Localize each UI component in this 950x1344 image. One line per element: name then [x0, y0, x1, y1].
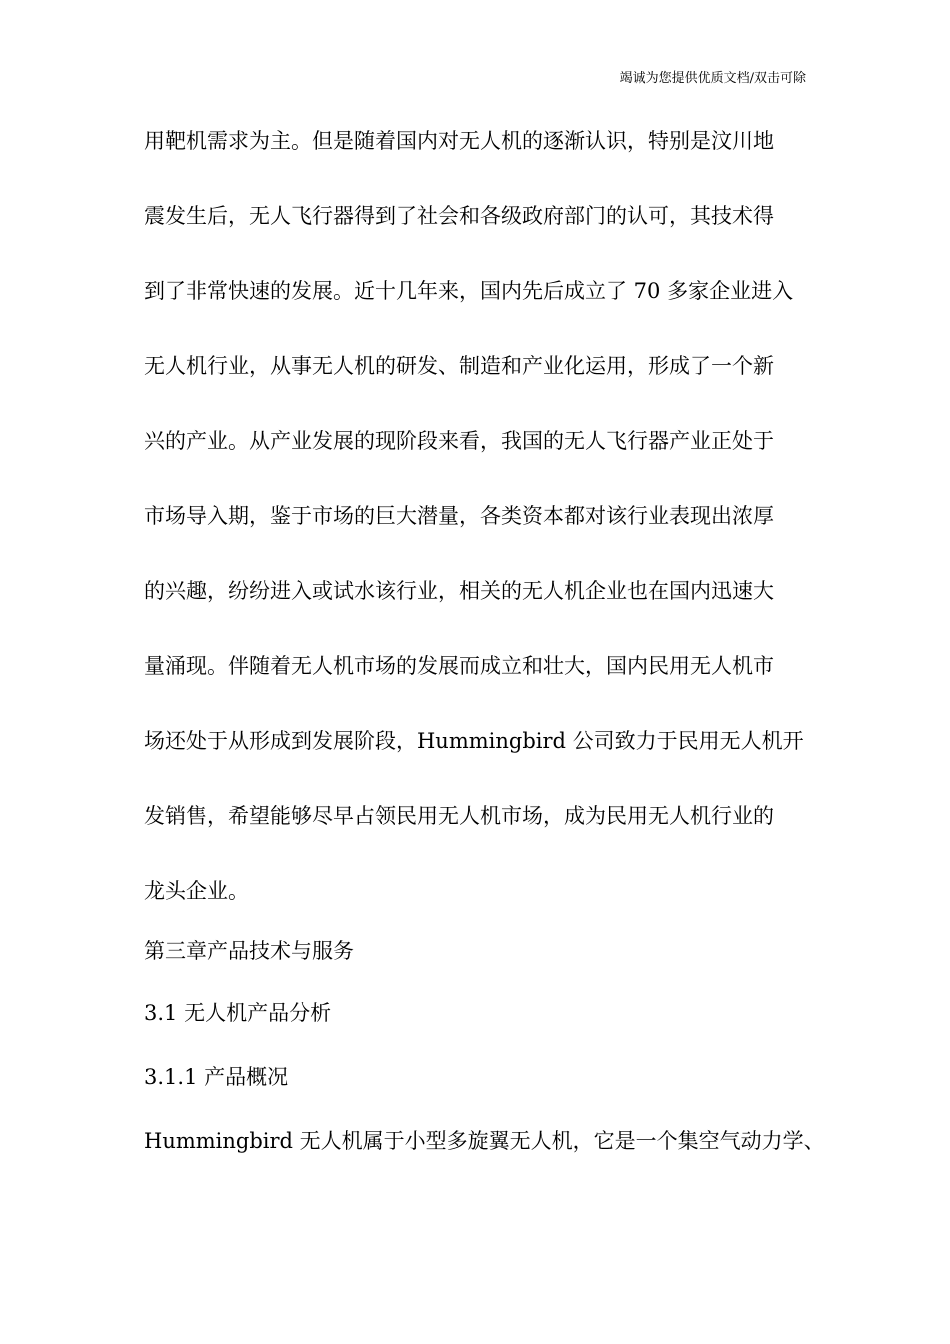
subsection-heading: 3.1.1 产品概况	[144, 1065, 289, 1089]
header-note: 竭诚为您提供优质文档/双击可除	[619, 71, 806, 86]
paragraph-line: 到了非常快速的发展。近十几年来，国内先后成立了 70 多家企业进入	[144, 279, 794, 303]
paragraph-line: 无人机行业，从事无人机的研发、制造和产业化运用，形成了一个新	[144, 354, 774, 378]
chapter-heading: 第三章产品技术与服务	[144, 939, 354, 963]
paragraph-line: 市场导入期，鉴于市场的巨大潜量，各类资本都对该行业表现出浓厚	[144, 504, 774, 528]
paragraph-line: 量涌现。伴随着无人机市场的发展而成立和壮大，国内民用无人机市	[144, 654, 774, 678]
paragraph-line: 龙头企业。	[144, 879, 249, 903]
paragraph-1	[144, 126, 814, 939]
section-heading: 3.1 无人机产品分析	[144, 1001, 332, 1025]
paragraph-line: 场还处于从形成到发展阶段，Hummingbird 公司致力于民用无人机开	[144, 729, 804, 753]
paragraph-line: 的兴趣，纷纷进入或试水该行业，相关的无人机企业也在国内迅速大	[144, 579, 774, 603]
paragraph-line: 兴的产业。从产业发展的现阶段来看，我国的无人飞行器产业正处于	[144, 429, 774, 453]
paragraph-line: 用靶机需求为主。但是随着国内对无人机的逐渐认识，特别是汶川地	[144, 129, 774, 153]
paragraph-line: 发销售，希望能够尽早占领民用无人机市场，成为民用无人机行业的	[144, 804, 774, 828]
paragraph-line: 震发生后，无人飞行器得到了社会和各级政府部门的认可，其技术得	[144, 204, 774, 228]
paragraph-2-line: Hummingbird 无人机属于小型多旋翼无人机，它是一个集空气动力学、	[144, 1129, 825, 1153]
